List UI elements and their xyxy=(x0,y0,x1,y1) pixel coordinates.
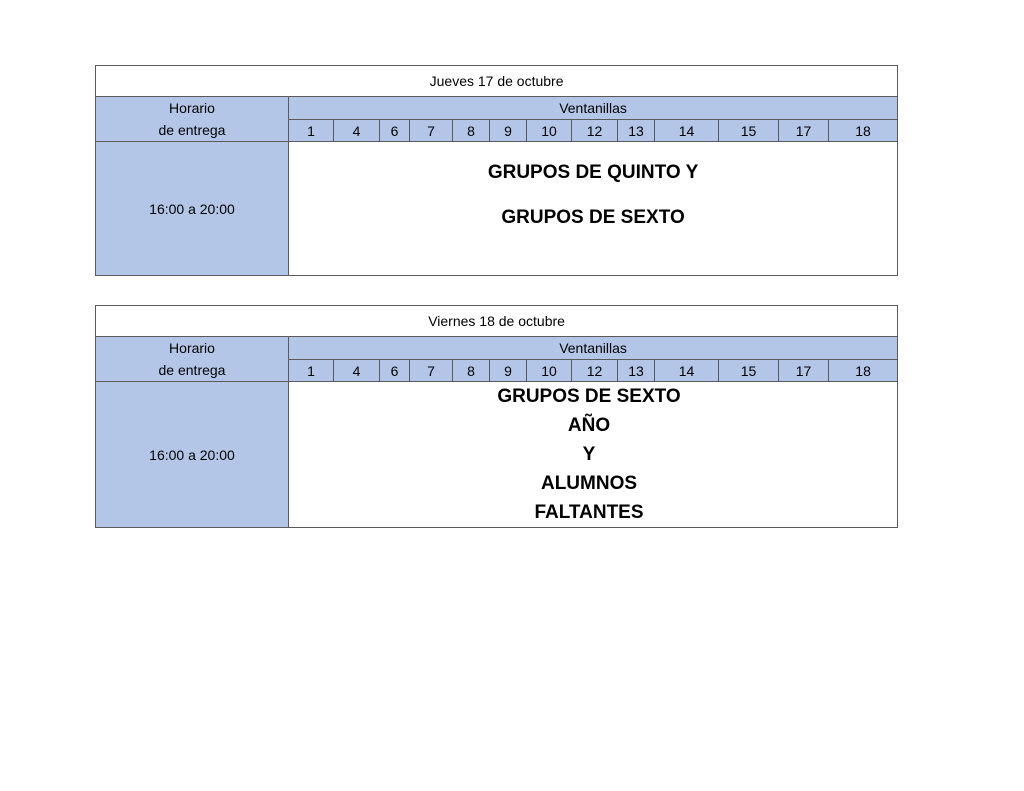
ventanilla-cell: 6 xyxy=(380,360,410,382)
ventanilla-cell: 12 xyxy=(572,120,618,142)
group-line-2: Y xyxy=(582,444,596,465)
schedule-title: Viernes 18 de octubre xyxy=(96,306,898,337)
ventanilla-cell: 17 xyxy=(779,120,829,142)
ventanilla-cell: 18 xyxy=(829,360,898,382)
ventanilla-cell: 1 xyxy=(289,120,334,142)
ventanilla-cell: 10 xyxy=(527,120,572,142)
ventanilla-cell: 9 xyxy=(490,120,527,142)
ventanilla-cell: 14 xyxy=(655,120,719,142)
ventanilla-cell: 6 xyxy=(380,120,410,142)
ventanilla-cell: 1 xyxy=(289,360,334,382)
ventanilla-cell: 18 xyxy=(829,120,898,142)
ventanilla-cell: 15 xyxy=(719,120,779,142)
horario-header xyxy=(96,337,289,382)
horario-line2: de entrega xyxy=(158,362,226,378)
horario-line1: Horario xyxy=(169,340,215,356)
ventanilla-cell: 7 xyxy=(410,120,453,142)
group-line-3: ALUMNOS FALTANTES xyxy=(534,473,644,523)
schedule-title: Jueves 17 de octubre xyxy=(96,66,898,97)
ventanilla-cell: 12 xyxy=(572,360,618,382)
schedule-table-friday xyxy=(95,305,898,528)
ventanilla-cell: 9 xyxy=(490,360,527,382)
group-line-1: GRUPOS DE SEXTO AÑO xyxy=(497,386,681,436)
ventanilla-cell: 8 xyxy=(453,120,490,142)
ventanillas-header: Ventanillas xyxy=(289,97,898,120)
group-line-1: GRUPOS DE QUINTO Y xyxy=(487,162,699,183)
ventanillas-header: Ventanillas xyxy=(289,337,898,360)
ventanilla-cell: 14 xyxy=(655,360,719,382)
time-cell: 16:00 a 20:00 xyxy=(96,382,289,528)
ventanilla-cell: 4 xyxy=(334,360,380,382)
ventanilla-cell: 7 xyxy=(410,360,453,382)
horario-line1: Horario xyxy=(169,100,215,116)
time-cell: 16:00 a 20:00 xyxy=(96,142,289,276)
ventanilla-cell: 8 xyxy=(453,360,490,382)
ventanilla-cell: 17 xyxy=(779,360,829,382)
horario-line2: de entrega xyxy=(158,122,226,138)
groups-block xyxy=(289,382,689,527)
horario-header xyxy=(96,97,289,142)
groups-cell xyxy=(289,382,898,528)
ventanilla-cell: 10 xyxy=(527,360,572,382)
schedule-table-thursday xyxy=(95,65,898,276)
ventanilla-cell: 13 xyxy=(618,120,655,142)
ventanilla-cell: 4 xyxy=(334,120,380,142)
groups-cell xyxy=(289,142,898,276)
ventanilla-cell: 13 xyxy=(618,360,655,382)
ventanilla-cell: 15 xyxy=(719,360,779,382)
group-line-2: GRUPOS DE SEXTO xyxy=(501,207,685,228)
